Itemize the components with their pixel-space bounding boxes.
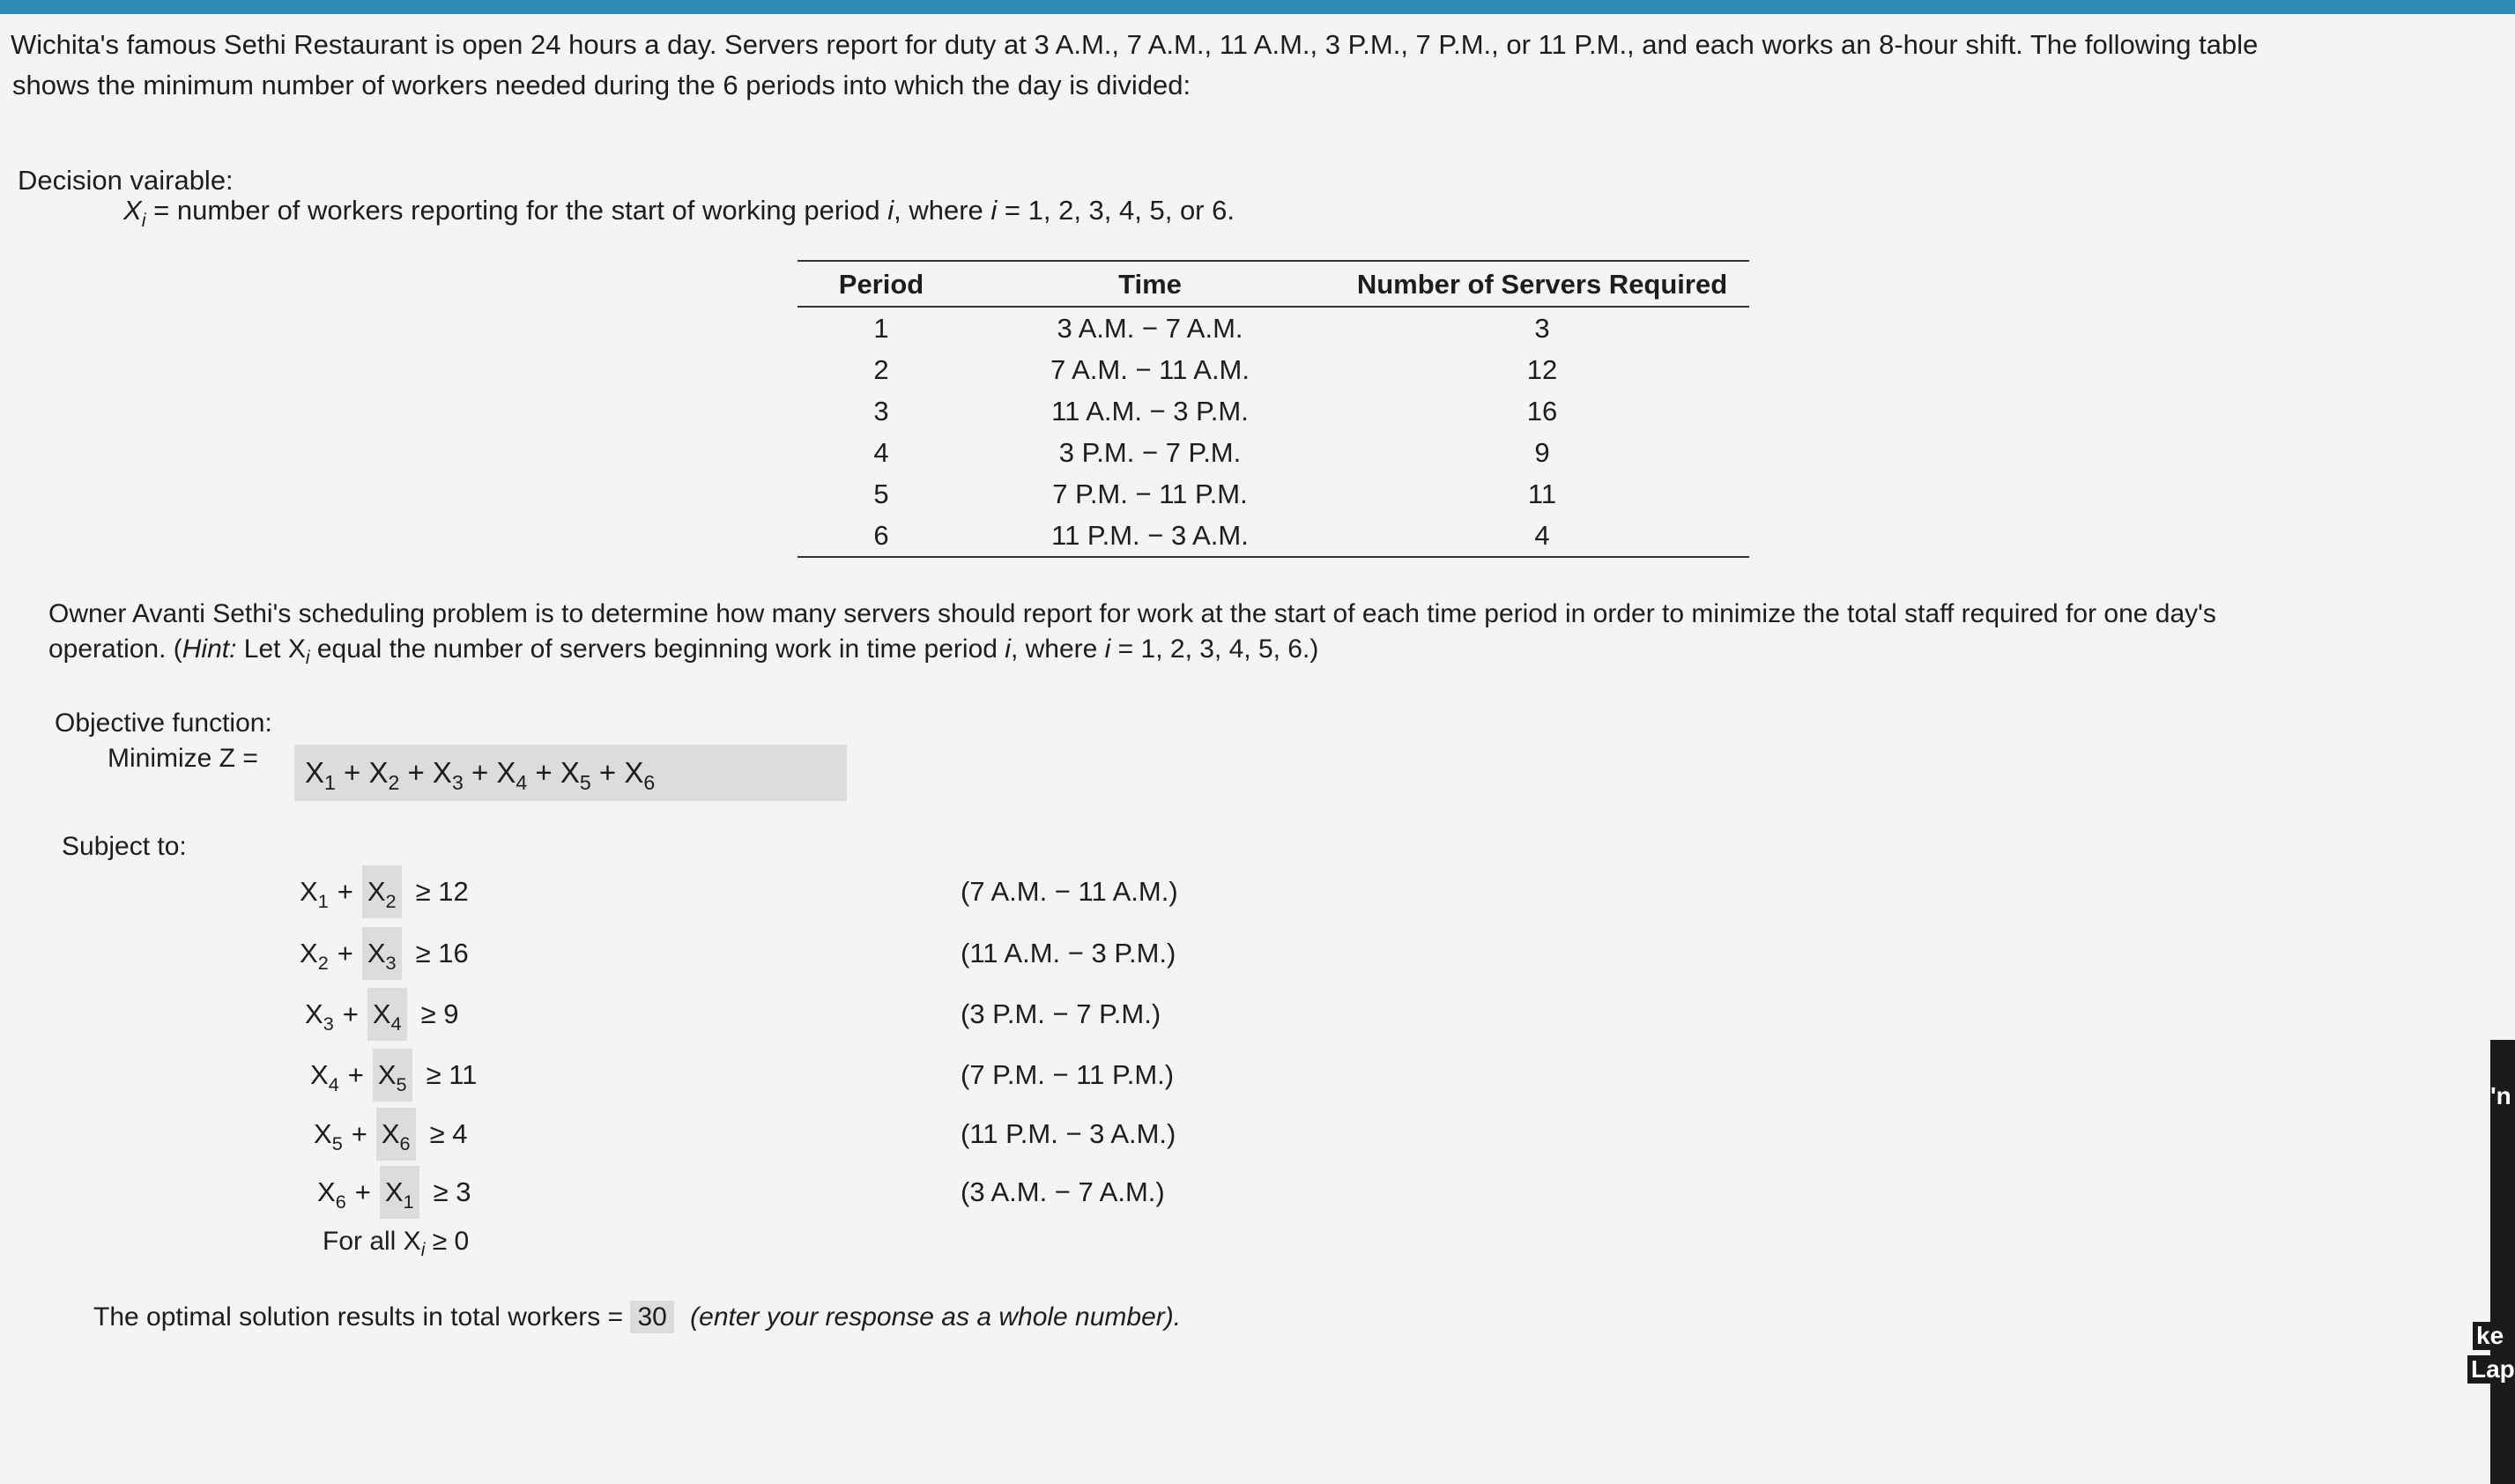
cell-servers: 12 xyxy=(1526,353,1558,385)
minimize-label: Minimize Z = xyxy=(108,744,258,773)
total-workers-answer[interactable]: 30 xyxy=(630,1301,673,1333)
constraint-time-2: (11 A.M. − 3 P.M.) xyxy=(961,938,1176,968)
optimal-solution-line: The optimal solution results in total workers = 30 (enter your response as a whole number). xyxy=(93,1302,1182,1332)
intro-line-1: Wichita's famous Sethi Restaurant is open 24 hours a day. Servers report for duty at 3 A.M., 7 A.M., 11 A.M., 3 P.M., 7 P.M., or 11 P.M., and each works an 8-hour shift. The following table xyxy=(11,29,2259,60)
cell-period: 6 xyxy=(798,515,965,557)
constraint-input[interactable]: $X_6$ xyxy=(376,1108,416,1161)
cell-servers: 11 xyxy=(1527,478,1557,509)
table-row xyxy=(798,390,1749,432)
cell-period: 1 xyxy=(873,312,889,344)
constraint-row-2: $X_2$ + $X_3$ ≥ 16 xyxy=(300,927,469,980)
constraint-row-3: $X_3$ + $X_4$ ≥ 9 xyxy=(305,988,458,1041)
decision-variable-definition: $X_i$ = number of workers reporting for the start of working period i, where i = 1, 2, 3, 4, 5, or 6. xyxy=(123,195,1235,231)
cell-period: 4 xyxy=(873,436,889,468)
cell-time: 11 A.M. − 3 P.M. xyxy=(1051,395,1249,427)
owner-paragraph-line-2: operation. (Hint: Let $X_i$ equal the number of servers beginning work in time period i, where i = 1, 2, 3, 4, 5, 6.) xyxy=(48,634,1319,669)
objective-function-field[interactable]: $X_1 + X_2 + X_3 + X_4 + X_5 + X_6$ xyxy=(294,745,847,801)
constraint-time-3: (3 P.M. − 7 P.M.) xyxy=(961,998,1161,1029)
header-servers-required: Number of Servers Required xyxy=(1335,261,1749,307)
cell-period: 5 xyxy=(873,478,889,509)
cell-time: 7 P.M. − 11 P.M. xyxy=(1052,478,1248,509)
edge-text-lap: Lap xyxy=(2467,1355,2515,1384)
table-row xyxy=(798,432,1749,473)
constraint-row-4: $X_4$ + $X_5$ ≥ 11 xyxy=(310,1049,477,1102)
cell-servers: 3 xyxy=(1534,312,1550,344)
constraint-row-1: $X_1$ + $X_2$ ≥ 12 xyxy=(300,865,469,918)
cell-time: 3 P.M. − 7 P.M. xyxy=(1058,436,1242,468)
table-row xyxy=(798,473,1749,515)
servers-table xyxy=(798,260,1749,558)
top-accent-bar xyxy=(0,0,2515,14)
edge-text-n: 'n xyxy=(2490,1082,2511,1109)
subject-to-label: Subject to: xyxy=(62,832,187,861)
constraint-row-6: $X_6$ + $X_1$ ≥ 3 xyxy=(317,1166,471,1219)
cell-time: 3 A.M. − 7 A.M. xyxy=(1057,312,1243,344)
constraint-time-4: (7 P.M. − 11 P.M.) xyxy=(961,1059,1175,1090)
cell-time: 11 P.M. − 3 A.M. xyxy=(965,515,1335,557)
cell-servers: 4 xyxy=(1335,515,1749,557)
header-period: Period xyxy=(798,261,965,307)
table-row xyxy=(798,515,1749,557)
table-header-row xyxy=(798,261,1749,307)
constraint-time-6: (3 A.M. − 7 A.M.) xyxy=(961,1176,1165,1207)
intro-line-2: shows the minimum number of workers needed during the 6 periods into which the day is divided: xyxy=(12,70,1191,100)
constraint-input[interactable]: $X_4$ xyxy=(367,988,407,1041)
nonnegativity-constraint: For all $X_i \ge 0$ xyxy=(323,1227,470,1261)
table-row xyxy=(798,349,1749,390)
header-time: Time xyxy=(965,261,1335,307)
constraint-input[interactable]: $X_2$ xyxy=(362,865,402,918)
constraint-row-5: $X_5$ + $X_6$ ≥ 4 xyxy=(314,1108,467,1161)
constraint-time-1: (7 A.M. − 11 A.M.) xyxy=(961,876,1178,907)
cell-period: 2 xyxy=(873,353,889,385)
cell-servers: 9 xyxy=(1534,436,1550,468)
cell-servers: 16 xyxy=(1526,395,1558,427)
cell-time: 7 A.M. − 11 A.M. xyxy=(1050,353,1250,385)
owner-paragraph-line-1: Owner Avanti Sethi's scheduling problem is to determine how many servers should report for work at the start of each time period in order to minimize the total staff required for one day's xyxy=(48,599,2216,628)
constraint-time-5: (11 P.M. − 3 A.M.) xyxy=(961,1118,1176,1149)
constraint-input[interactable]: $X_1$ xyxy=(380,1166,419,1219)
constraint-input[interactable]: $X_5$ xyxy=(373,1049,412,1102)
constraint-input[interactable]: $X_3$ xyxy=(362,927,402,980)
cell-period: 3 xyxy=(873,395,889,427)
edge-text-ke: ke xyxy=(2473,1322,2507,1350)
table-row xyxy=(798,307,1749,349)
objective-heading: Objective function: xyxy=(55,709,272,738)
decision-variable-heading: Decision vairable: xyxy=(18,165,234,196)
answer-format-note: (enter your response as a whole number). xyxy=(690,1302,1182,1332)
